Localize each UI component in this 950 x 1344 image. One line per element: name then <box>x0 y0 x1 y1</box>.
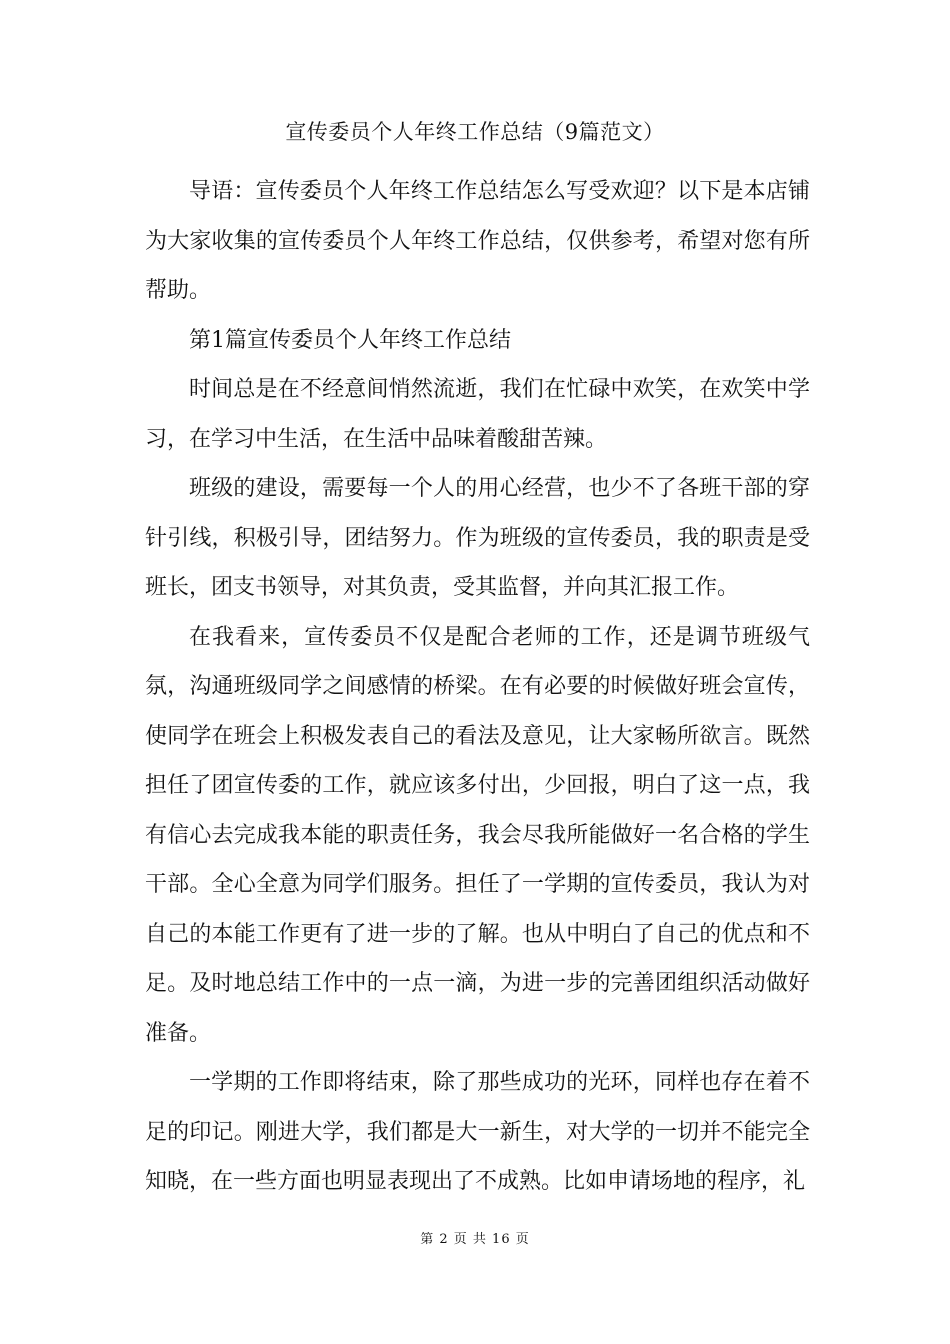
paragraph: 班级的建设，需要每一个人的用心经营，也少不了各班干部的穿针引线，积极引导，团结努力。作为班级的宣传委员，我的职责是受班长，团支书领导，对其负责，受其监督，并向其汇报工作。 <box>145 476 810 600</box>
page-footer: 第 2 页 共 16 页 <box>420 1232 530 1247</box>
document-body <box>145 167 810 1207</box>
paragraph: 在我看来，宣传委员不仅是配合老师的工作，还是调节班级气氛，沟通班级同学之间感情的桥梁。在有必要的时候做好班会宣传，使同学在班会上积极发表自己的看法及意见，让大家畅所欲言。既然担任了团宣传委的工作，就应该多付出，少回报，明白了这一点，我有信心去完成我本能的职责任务，我会尽我所能做好一名合格的学生干部。全心全意为同学们服务。担任了一学期的宣传委员，我认为对自己的本能工作更有了进一步的了解。也从中明白了自己的优点和不足。及时地总结工作中的一点一滴，为进一步的完善团组织活动做好准备。 <box>145 624 810 1046</box>
paragraph: 时间总是在不经意间悄然流逝，我们在忙碌中欢笑，在欢笑中学习，在学习中生活，在生活中品味着酸甜苦辣。 <box>145 377 810 452</box>
document-title: 宣传委员个人年终工作总结（9篇范文） <box>285 120 665 144</box>
paragraph-intro: 导语：宣传委员个人年终工作总结怎么写受欢迎？以下是本店铺为大家收集的宣传委员个人年终工作总结，仅供参考，希望对您有所帮助。 <box>145 179 810 303</box>
section-heading: 第1篇宣传委员个人年终工作总结 <box>189 327 511 353</box>
paragraph: 一学期的工作即将结束，除了那些成功的光环，同样也存在着不足的印记。刚进大学，我们都是大一新生，对大学的一切并不能完全知晓，在一些方面也明显表现出了不成熟。比如申请场地的程序，礼 <box>145 1070 810 1194</box>
